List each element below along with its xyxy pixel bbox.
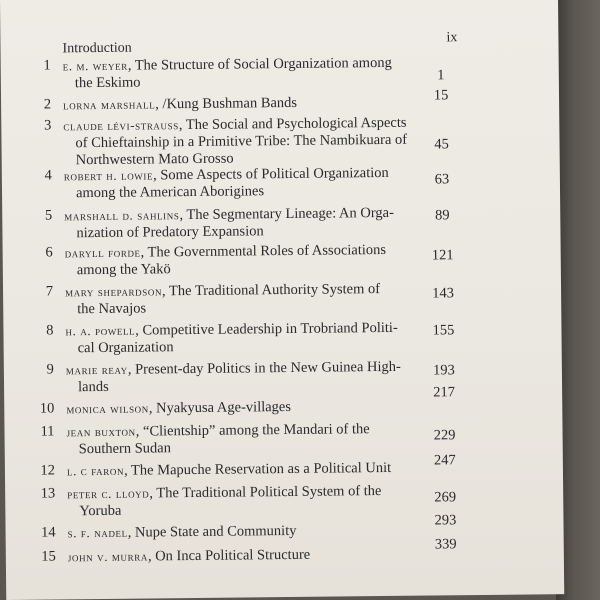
entry-page-number: 339 (434, 536, 457, 553)
entry-text (67, 481, 437, 520)
entry-title-continued: nization of Predatory Expansion (76, 223, 264, 242)
entry-number: 5 (44, 207, 53, 224)
entry-author: e. m. weyer (62, 57, 128, 74)
entry-page-number: 269 (434, 489, 457, 506)
entry-number: 3 (43, 117, 52, 134)
entry-text (67, 520, 437, 542)
entry-author: l. c faron (66, 462, 125, 479)
entry-number: 9 (46, 361, 54, 378)
entry-page-number: 1 (437, 67, 445, 84)
entry-author: mary shepardson (64, 283, 163, 300)
entry-number: 15 (41, 548, 56, 565)
entry-page-number: 229 (433, 427, 456, 444)
entry-title: , The Social and Psychological Aspects (178, 114, 407, 134)
entry-text (66, 419, 436, 458)
entry-author: monica wilson (66, 400, 149, 417)
entry-page-number: 293 (434, 512, 457, 529)
entry-title: , The Mapuche Reservation as a Political Unit (123, 459, 392, 479)
entry-title: , /Kung Bushman Bands (155, 94, 298, 113)
entry-page-number: 121 (431, 247, 454, 264)
toc-entry (6, 536, 562, 565)
entry-title-continued: cal Organization (77, 339, 174, 357)
entry-title-continued: of Chieftainship in a Primitive Tribe: The Nambikuara of Northwestern Mato Grosso (75, 131, 408, 169)
entry-number: 12 (40, 462, 56, 479)
entry-title: , Some Aspects of Political Organization (152, 164, 389, 184)
entry-text (68, 544, 438, 566)
entry-author: robert h. lowie (63, 167, 154, 184)
entry-title: , Nupe State and Community (127, 522, 297, 541)
entry-author: h. a. powell (65, 322, 136, 339)
entry-page-number: 217 (433, 384, 456, 401)
entry-title: , “Clientship” among the Mandari of the (135, 421, 370, 440)
entry-number: 7 (45, 283, 54, 300)
entry-author: lorna marshall (63, 96, 156, 113)
entry-page-number: 143 (432, 285, 455, 302)
entry-number: 6 (45, 244, 53, 261)
entry-page-number: 193 (432, 362, 455, 379)
entry-page-number: 247 (433, 452, 456, 469)
entry-number: 1 (43, 57, 51, 74)
entry-title: , Nyakyusa Age-villages (148, 398, 292, 417)
entry-title: , Competitive Leadership in Trobriand Politi- (135, 319, 398, 339)
entry-author: s. f. nadel (67, 524, 128, 541)
entry-text (63, 92, 433, 114)
entry-title-continued: the Eskimo (74, 74, 141, 92)
entry-author: peter c. lloyd (67, 485, 150, 502)
entry-number: 2 (43, 96, 52, 113)
entry-title-continued: among the American Aborigines (75, 183, 265, 202)
toc-entry (2, 202, 558, 242)
entry-page-number: 63 (434, 171, 450, 188)
entry-text (66, 396, 436, 418)
entry-title: , The Governmental Roles of Associations (140, 241, 387, 261)
entry-title: , The Traditional Political System of the (149, 483, 382, 502)
entry-title: , The Segmentary Lineage: An Orga- (179, 204, 394, 224)
entry-text (66, 357, 436, 396)
entry-number: 11 (40, 423, 55, 440)
entry-author: claude lévi-strauss (63, 117, 179, 134)
introduction-label: Introduction (62, 40, 132, 57)
entry-text (64, 163, 434, 202)
entry-title: , Present-day Politics in the New Guinea High- (127, 358, 401, 378)
entry-number: 13 (40, 485, 56, 502)
entry-author: john v. murra (67, 548, 148, 565)
entry-text (63, 113, 434, 169)
entry-number: 10 (39, 400, 55, 417)
entry-text (63, 53, 433, 92)
entry-page-number: 89 (434, 207, 450, 224)
entry-number: 14 (40, 524, 56, 541)
entry-author: marshall d. sahlins (64, 207, 180, 224)
entry-text (65, 240, 435, 279)
entry-title: , The Structure of Social Organization among (127, 54, 392, 74)
entry-author: marie reay (65, 361, 128, 378)
entry-page-number: 45 (434, 136, 449, 153)
entry-page-number: 155 (432, 322, 455, 339)
entry-text (65, 279, 435, 318)
entry-text (64, 203, 434, 242)
entry-number: 8 (46, 322, 54, 339)
entry-text (67, 458, 437, 480)
introduction-page-number: ix (446, 30, 458, 46)
entry-title-continued: Southern Sudan (78, 440, 172, 458)
entry-number: 4 (44, 167, 52, 184)
entry-title: , The Traditional Authority System of (161, 281, 381, 300)
entry-title-continued: lands (77, 378, 109, 396)
entry-author: jean buxton (66, 423, 136, 440)
toc-entry (4, 418, 560, 458)
entry-title-continued: Yoruba (79, 502, 122, 520)
entry-page-number: 15 (433, 87, 449, 104)
toc-entry (5, 480, 561, 520)
entry-title: , On Inca Political Structure (147, 546, 311, 565)
entry-author: daryll forde (64, 244, 141, 261)
entry-title-continued: the Navajos (77, 300, 147, 318)
entry-title-continued: among the Yakö (76, 261, 171, 279)
entry-text (65, 318, 435, 357)
